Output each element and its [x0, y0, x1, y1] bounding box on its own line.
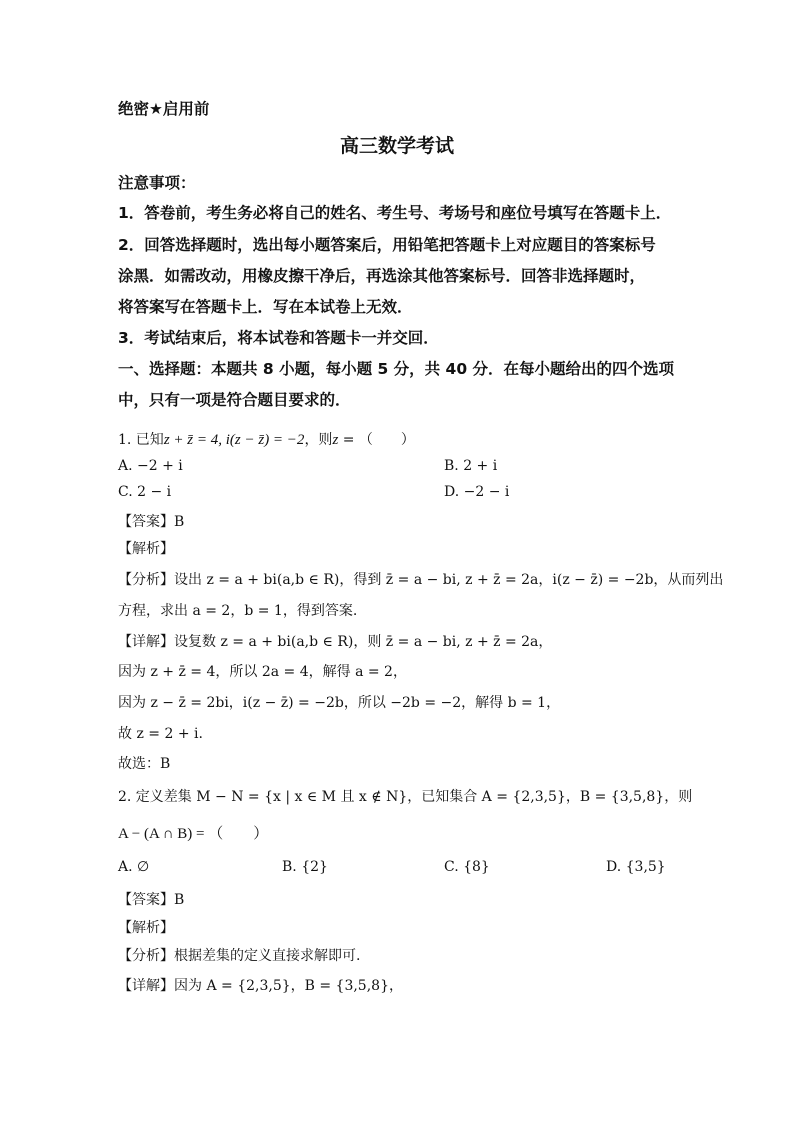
confidential-label: 绝密★启用前	[118, 100, 210, 118]
question-1-option-a: A. −2 + i	[118, 458, 183, 474]
section-heading: 一、选择题：本题共 8 小题，每小题 5 分，共 40 分．在每小题给出的四个选项	[118, 360, 675, 378]
question-2-option-a: A. ∅	[118, 859, 150, 875]
question-1-blank: = （ ）	[338, 432, 415, 448]
question-1-option-c: C. 2 − i	[118, 484, 172, 500]
question-1-analysis-heading: 【解析】	[118, 541, 174, 557]
question-1-fenxi-line-1: 【分析】设出 z = a + bi(a,b ∈ R)，得到 z̄ = a − bi, z + z̄ = 2a，i(z − z̄) = −2b，从而列出	[118, 572, 724, 588]
question-2-fenxi: 【分析】根据差集的定义直接求解即可.	[118, 948, 361, 964]
question-1-answer: 【答案】B	[118, 514, 185, 530]
question-2-stem-line-2: A − (A ∩ B) = （ ）	[118, 826, 269, 842]
question-1-detail-line-3: 因为 z − z̄ = 2bi，i(z − z̄) = −2b，所以 −2b = −2，解得 b = 1，	[118, 695, 561, 711]
question-2-analysis-heading: 【解析】	[118, 920, 174, 936]
question-1-stem	[118, 429, 415, 449]
question-1-fenxi-line-2: 方程，求出 a = 2，b = 1，得到答案.	[118, 603, 358, 619]
notice-item-3: 3．考试结束后，将本试卷和答题卡一并交回．	[118, 329, 439, 347]
page-title: 高三数学考试	[339, 135, 454, 157]
question-2-detail-line-1: 【详解】因为 A = {2,3,5}，B = {3,5,8}，	[118, 978, 403, 994]
question-1-detail-line-4: 故 z = 2 + i.	[118, 726, 203, 742]
question-1-detail-line-2: 因为 z + z̄ = 4，所以 2a = 4，解得 a = 2，	[118, 664, 407, 680]
question-2-answer: 【答案】B	[118, 892, 185, 908]
section-heading-cont: 中，只有一项是符合题目要求的．	[118, 391, 351, 409]
question-2-option-c: C. {8}	[444, 859, 490, 875]
question-1-option-b: B. 2 + i	[444, 458, 498, 474]
question-2-stem-line-1: 2. 定义差集 M − N = {x | x ∈ M 且 x ∉ N}，已知集合 A = {2,3,5}，B = {3,5,8}，则	[118, 789, 693, 805]
question-1-prefix: 1. 已知	[118, 432, 164, 448]
notice-item-2: 2．回答选择题时，选出每小题答案后，用铅笔把答题卡上对应题目的答案标号	[118, 236, 656, 254]
question-1-connector: ，则	[304, 432, 333, 448]
question-1-detail-line-1: 【详解】设复数 z = a + bi(a,b ∈ R)，则 z̄ = a − bi, z + z̄ = 2a，	[118, 634, 553, 650]
notice-item-2-cont: 涂黑．如需改动，用橡皮擦干净后，再选涂其他答案标号．回答非选择题时，	[118, 267, 646, 285]
notice-item-2-end: 将答案写在答题卡上．写在本试卷上无效．	[118, 298, 413, 316]
question-1-variable: z	[332, 432, 339, 448]
notice-item-1: 1．答卷前，考生务必将自己的姓名、考生号、考场号和座位号填写在答题卡上．	[118, 204, 672, 222]
question-1-option-d: D. −2 − i	[444, 484, 510, 500]
question-2-option-b: B. {2}	[282, 859, 328, 875]
question-2-option-d: D. {3,5}	[606, 859, 666, 875]
notice-heading: 注意事项：	[118, 174, 196, 192]
question-1-choice: 故选：B	[118, 756, 171, 772]
question-1-condition: z + z̄ = 4, i(z − z̄) = −2	[163, 432, 305, 448]
